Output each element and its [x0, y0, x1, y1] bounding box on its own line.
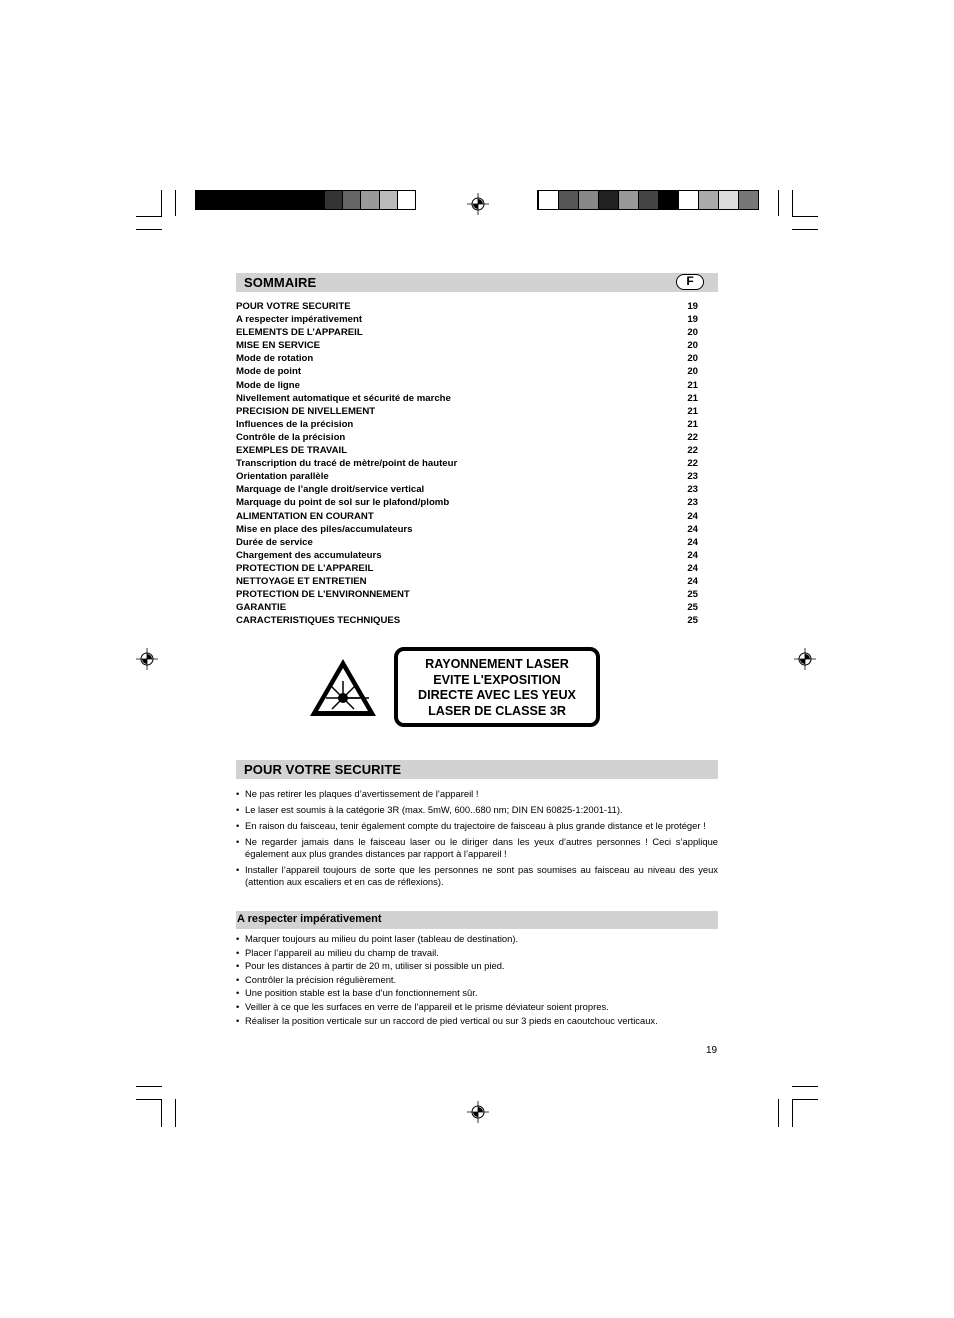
toc-entry	[236, 524, 698, 537]
toc-entry-label: PROTECTION DE L’ENVIRONNEMENT	[236, 589, 410, 601]
toc-entry-page: 19	[687, 301, 698, 312]
toc-entry-label: NETTOYAGE ET ENTRETIEN	[236, 575, 367, 587]
toc-entry-page: 25	[687, 615, 698, 627]
toc-entry-page: 20	[687, 327, 698, 339]
color-swatch	[251, 191, 269, 209]
toc-entry	[236, 301, 698, 314]
toc-entry	[236, 314, 698, 327]
list-item: • Pour les distances à partir de 20 m, utiliser si possible un pied.	[236, 960, 505, 972]
toc-entry-label: Mode de ligne	[236, 379, 300, 391]
toc-entry-label: PROTECTION DE L’APPAREIL	[236, 562, 374, 574]
toc-entry	[236, 511, 698, 524]
language-badge: F	[676, 274, 704, 290]
toc-entry-page: 22	[687, 445, 698, 457]
color-swatch	[287, 191, 305, 209]
table-of-contents	[236, 301, 698, 628]
sommaire-title: SOMMAIRE	[244, 275, 317, 290]
toc-entry-page: 24	[687, 510, 698, 522]
list-item: • Réaliser la position verticale sur un raccord de pied vertical ou sur 3 pieds en caoutchouc verticaux.	[236, 1014, 658, 1026]
toc-entry-page: 19	[687, 314, 698, 326]
toc-entry-label: EXEMPLES DE TRAVAIL	[236, 445, 348, 457]
toc-entry	[236, 327, 698, 340]
toc-entry	[236, 406, 698, 419]
toc-entry-page: 25	[687, 602, 698, 614]
toc-entry-page: 23	[687, 484, 698, 496]
color-swatch	[738, 191, 758, 209]
registration-mark-icon	[794, 648, 816, 670]
toc-entry-label: MISE EN SERVICE	[236, 340, 321, 352]
toc-entry-label: PRECISION DE NIVELLEMENT	[236, 405, 376, 417]
toc-entry-label: CARACTERISTIQUES TECHNIQUES	[236, 615, 401, 627]
toc-entry	[236, 471, 698, 484]
list-item: • Marquer toujours au milieu du point laser (tableau de destination).	[236, 933, 519, 944]
toc-entry-label: Mise en place des piles/accumulateurs	[236, 523, 413, 535]
toc-entry	[236, 393, 698, 406]
toc-entry	[236, 366, 698, 379]
toc-entry	[236, 497, 698, 510]
toc-entry-page: 24	[687, 562, 698, 574]
respecter-list	[236, 932, 718, 1027]
toc-entry-page: 24	[687, 536, 698, 548]
color-calibration-bar-left	[195, 190, 416, 210]
list-item: • Le laser est soumis à la catégorie 3R (max. 5mW, 600..680 nm; DIN EN 60825-1:2001-11).	[236, 804, 623, 815]
color-swatch	[558, 191, 578, 209]
list-item: • Ne pas retirer les plaques d’avertissement de l’appareil !	[236, 788, 479, 799]
toc-entry-page: 24	[687, 549, 698, 561]
securite-title: POUR VOTRE SECURITE	[244, 762, 402, 777]
color-swatch	[618, 191, 638, 209]
warning-line-1: RAYONNEMENT LASER	[425, 657, 569, 671]
laser-hazard-icon	[307, 656, 379, 719]
respecter-header	[236, 911, 718, 929]
securite-list	[236, 788, 718, 888]
toc-entry-page: 21	[687, 405, 698, 417]
toc-entry-label: A respecter impérativement	[236, 314, 363, 326]
color-swatch	[397, 191, 415, 209]
registration-mark-icon	[467, 1101, 489, 1123]
securite-header	[236, 760, 718, 779]
toc-entry-label: Contrôle de la précision	[236, 431, 346, 443]
color-swatch	[578, 191, 598, 209]
color-swatch	[214, 191, 232, 209]
list-item: • Placer l’appareil au milieu du champ de travail.	[236, 946, 439, 958]
list-item: • Une position stable est la base d’un fonctionnement sûr.	[236, 987, 478, 999]
warning-line-3: DIRECTE AVEC LES YEUX	[418, 688, 576, 703]
toc-entry-label: Chargement des accumulateurs	[236, 549, 382, 561]
color-swatch	[324, 191, 342, 209]
color-swatch	[698, 191, 718, 209]
toc-entry-label: Mode de point	[236, 366, 302, 378]
sommaire-header	[236, 273, 718, 292]
color-swatch	[718, 191, 738, 209]
toc-entry-page: 21	[687, 379, 698, 391]
color-swatch	[538, 191, 558, 209]
toc-entry-page: 24	[687, 523, 698, 535]
page-number: 19	[706, 1045, 718, 1056]
toc-entry-page: 21	[687, 392, 698, 404]
toc-entry-page: 23	[687, 471, 698, 483]
toc-entry	[236, 589, 698, 602]
toc-entry-label: Marquage de l’angle droit/service vertical	[236, 484, 425, 496]
toc-entry-label: Nivellement automatique et sécurité de marche	[236, 392, 451, 404]
toc-entry	[236, 550, 698, 563]
toc-entry	[236, 445, 698, 458]
registration-mark-icon	[467, 193, 489, 215]
toc-entry-label: ELEMENTS DE L’APPAREIL	[236, 327, 363, 339]
warning-line-2: EVITE L'EXPOSITION	[433, 672, 561, 687]
toc-entry-page: 20	[687, 366, 698, 378]
toc-entry	[236, 602, 698, 615]
toc-entry-label: GARANTIE	[236, 602, 287, 614]
toc-entry-label: Durée de service	[236, 536, 313, 548]
respecter-title: A respecter impérativement	[237, 913, 382, 925]
toc-entry-label: Marquage du point de sol sur le plafond/plomb	[236, 497, 450, 509]
toc-entry-label: Influences de la précision	[236, 418, 354, 430]
list-item: • Installer l’appareil toujours de sorte que les personnes ne sont pas soumises au faisceau au niveau des yeux (attention aux escaliers et en cas de réflexions).	[236, 864, 718, 887]
color-swatch	[678, 191, 698, 209]
color-swatch	[360, 191, 378, 209]
toc-entry-label: POUR VOTRE SECURITE	[236, 301, 351, 312]
toc-entry-page: 20	[687, 340, 698, 352]
toc-entry-page: 20	[687, 353, 698, 365]
toc-entry	[236, 537, 698, 550]
toc-entry	[236, 419, 698, 432]
registration-mark-icon	[136, 648, 158, 670]
color-swatch	[379, 191, 397, 209]
toc-entry	[236, 432, 698, 445]
toc-entry-label: Orientation parallèle	[236, 471, 329, 483]
toc-entry-page: 25	[687, 589, 698, 601]
list-item: • Contrôler la précision régulièrement.	[236, 973, 397, 985]
color-swatch	[638, 191, 658, 209]
toc-entry	[236, 353, 698, 366]
toc-entry	[236, 484, 698, 497]
color-swatch	[233, 191, 251, 209]
list-item: • Ne regarder jamais dans le faisceau laser ou le diriger dans les yeux d’autres personnes ! Ceci s’applique également aux plus grandes distances par rapport à l’appareil !	[236, 836, 718, 859]
warning-line-4: LASER DE CLASSE 3R	[428, 703, 566, 718]
list-item: • Veiller à ce que les surfaces en verre de l’appareil et le prisme déviateur soient propres.	[236, 1000, 609, 1012]
toc-entry-page: 22	[687, 458, 698, 470]
color-swatch	[196, 191, 214, 209]
toc-entry	[236, 340, 698, 353]
toc-entry-page: 24	[687, 575, 698, 587]
toc-entry	[236, 563, 698, 576]
toc-entry	[236, 615, 698, 628]
toc-entry	[236, 380, 698, 393]
toc-entry-page: 22	[687, 431, 698, 443]
color-swatch	[269, 191, 287, 209]
color-swatch	[598, 191, 618, 209]
toc-entry-label: ALIMENTATION EN COURANT	[236, 510, 374, 522]
color-calibration-bar-right	[537, 190, 759, 210]
toc-entry-page: 23	[687, 497, 698, 509]
toc-entry-label: Transcription du tracé de mètre/point de hauteur	[236, 458, 458, 470]
toc-entry-label: Mode de rotation	[236, 353, 314, 365]
toc-entry	[236, 576, 698, 589]
color-swatch	[342, 191, 360, 209]
toc-entry	[236, 458, 698, 471]
laser-warning-label	[394, 647, 600, 727]
color-swatch	[306, 191, 324, 209]
list-item: • En raison du faisceau, tenir également compte du trajectoire de faisceau à plus grande distance et le protéger !	[236, 820, 706, 831]
toc-entry-page: 21	[687, 418, 698, 430]
color-swatch	[658, 191, 678, 209]
